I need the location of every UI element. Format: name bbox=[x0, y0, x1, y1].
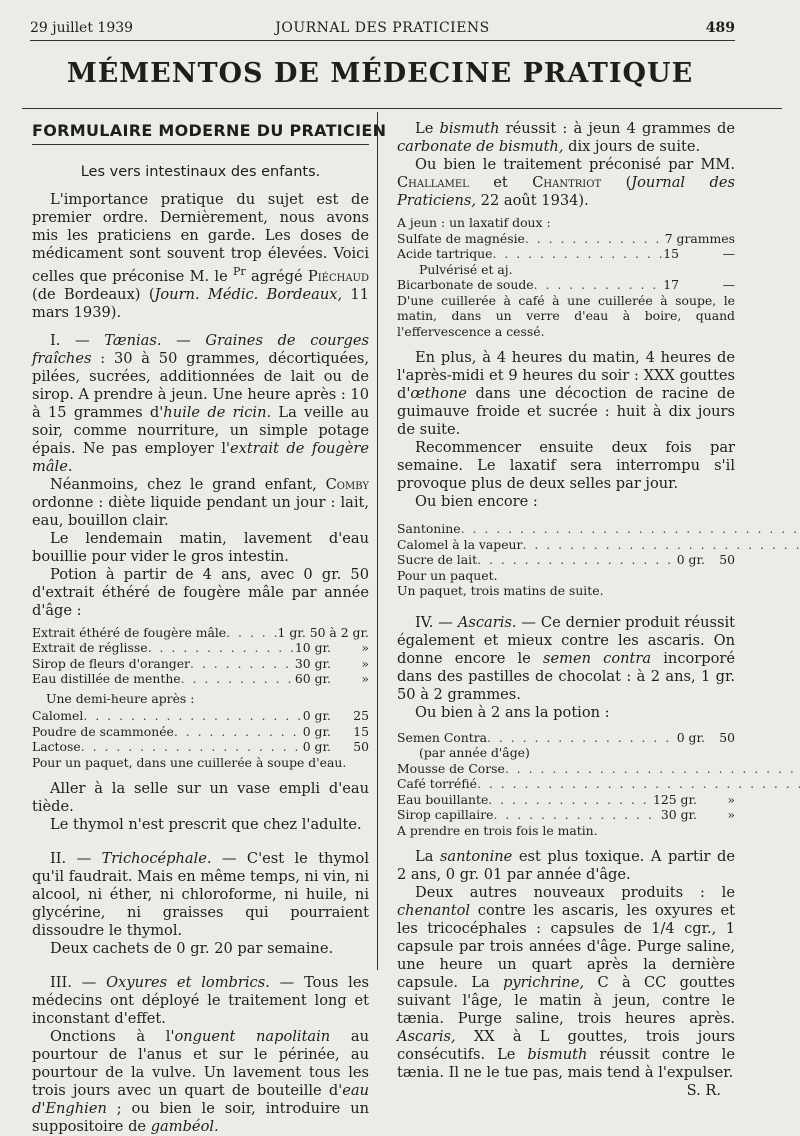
rx-line: Lactose . . . 0 gr. 50 bbox=[32, 739, 369, 755]
taenias-paragraph: I. — Tænias. — Graines de courges fraîches : 30 à 50 grammes, décortiquées, pilées, sucrées, additionnées de lait ou de sirop. A prendre à jeun. Une heure après : 10 à 15 grammes d'huile de ricin. La veille au soir, comme nourriture, un simple potage épais. Ne pas employer l'extrait de fougère mâle. bbox=[32, 331, 370, 475]
rx-line: Semen Contra . . . 0 gr. 50 bbox=[397, 730, 735, 746]
rx-line: Mousse de Corse . . . bbox=[397, 761, 800, 777]
rx-line: Bicarbonate de soude . . . 17 — bbox=[397, 277, 735, 293]
paragraph: Néanmoins, chez le grand enfant, Comby ordonne : diète liquide pendant un jour : lait, eau, bouillon clair. bbox=[32, 475, 369, 529]
paragraph: Le lendemain matin, lavement d'eau bouillie pour vider le gros intestin. bbox=[32, 529, 369, 565]
rx-line: Eau bouillante . . . 125 gr. » bbox=[397, 792, 735, 808]
prescription-laxative bbox=[397, 215, 735, 339]
rx-line: Santonine . . . bbox=[397, 521, 800, 537]
rx-brace-group bbox=[397, 761, 735, 792]
journal-name: JOURNAL DES PRATICIENS bbox=[275, 20, 490, 36]
rx-line: Sirop de fleurs d'oranger . . . 30 gr. » bbox=[32, 656, 369, 672]
trichocephale-paragraph: II. — Trichocéphale. — C'est le thymol qu'il faudrait. Mais en même temps, ni vin, ni alcool, ni éther, ni chloroforme, ni huile, ni glycérine, ni graisses qui pourraient dissoudre le thymol. bbox=[32, 850, 369, 940]
rx-note: Pour un paquet. bbox=[397, 567, 498, 583]
paragraph: Ou bien encore : bbox=[415, 493, 538, 510]
oxyures-paragraph: III. — Oxyures et lombrics. — Tous les médecins ont déployé le traitement long et inconstant d'effet. bbox=[32, 974, 369, 1028]
column-divider bbox=[377, 112, 378, 970]
rx-line: Acide tartrique . . . 15 — bbox=[397, 246, 735, 262]
page-number: 489 bbox=[705, 20, 735, 36]
paragraph: Potion à partir de 4 ans, avec 0 gr. 50 d'extrait éthéré de fougère mâle par année d'âge : bbox=[32, 565, 369, 619]
paragraph: Aller à la selle sur un vase empli d'eau tiède. bbox=[32, 780, 369, 816]
rx-line: Sucre de lait . . . 0 gr. 50 bbox=[397, 552, 735, 568]
rx-instruction: A jeun : un laxatif doux : bbox=[397, 215, 551, 230]
signature: S. R. bbox=[686, 1082, 721, 1099]
paragraph: Recommencer ensuite deux fois par semaine. Le laxatif sera interrompu s'il provoque plus de deux selles par jour. bbox=[397, 439, 735, 492]
ascaris-paragraph: IV. — Ascaris. — Ce dernier produit réussit également et mieux contre les ascaris. On donne encore le semen contra incorporé dans des pastilles de chocolat : à 2 ans, 1 gr. 50 à 2 grammes. bbox=[397, 613, 735, 703]
article-subtitle: Les vers intestinaux des enfants. bbox=[80, 164, 321, 180]
rx-instruction: Une demi-heure après : bbox=[46, 690, 195, 706]
rx-line: Sulfate de magnésie . . . 7 grammes bbox=[397, 231, 735, 247]
paragraph: En plus, à 4 heures du matin, 4 heures de l'après-midi et 9 heures du soir : XXX gouttes d'œthone dans une décoction de racine de guimauve froide et sucrée : huit à dix jours de suite. bbox=[397, 349, 735, 438]
paragraph: Deux cachets de 0 gr. 20 par semaine. bbox=[50, 940, 334, 958]
signature-line bbox=[397, 1082, 735, 1100]
paragraph: Onctions à l'onguent napolitain au pourtour de l'anus et sur le périnée, au pourtour de la vulve. Un lavement tous les trois jours avec un quart de bouteille d'eau d'Enghien ; ou bien le soir, introduire un suppositoire de gambéol. bbox=[32, 1028, 369, 1136]
rx-instruction: (par année d'âge) bbox=[419, 745, 530, 760]
rx-line: Eau distillée de menthe . . . 60 gr. » bbox=[32, 671, 369, 687]
main-title: MÉMENTOS DE MÉDECINE PRATIQUE bbox=[66, 58, 694, 89]
paragraph: Le thymol n'est prescrit que chez l'adulte. bbox=[50, 816, 362, 834]
paragraph: Le bismuth réussit : à jeun 4 grammes de carbonate de bismuth, dix jours de suite. bbox=[397, 120, 735, 155]
rx-line: Calomel à la vapeur . . . bbox=[397, 537, 800, 553]
rx-note: Pour un paquet, dans une cuillerée à soupe d'eau. bbox=[32, 754, 347, 770]
rx-line: Extrait éthéré de fougère mâle . . . 1 gr. 50 à 2 gr. bbox=[32, 625, 369, 641]
paragraph: La santonine est plus toxique. A partir de 2 ans, 0 gr. 01 par année d'âge. bbox=[397, 848, 735, 883]
rx-line: Café torréfié . . . bbox=[397, 776, 800, 792]
rx-note: A prendre en trois fois le matin. bbox=[397, 822, 598, 838]
issue-date: 29 juillet 1939 bbox=[30, 20, 134, 36]
paragraph: Deux autres nouveaux produits : le chenantol contre les ascaris, les oxyures et les tricocéphales : capsules de 1/4 cgr., 1 capsule par trois années d'âge. Purge saline, une heure un quart après la dernière capsule. La pyrichrine, C à CC gouttes suivant l'âge, le matin à jeun, contre le tænia. Purge saline, trois heures après. Ascaris, XX à L gouttes, trois jours consécutifs. Le bismuth réussit contre le tænia. Il ne le tue pas, mais tend à l'expulser. bbox=[397, 884, 736, 1081]
rx-line: Sirop capillaire . . . 30 gr. » bbox=[397, 807, 735, 823]
rx-line: Calomel . . . 0 gr. 25 bbox=[32, 708, 369, 724]
rx-line: Poudre de scammonée . . . 0 gr. 15 bbox=[32, 724, 369, 740]
prescription-semen-contra bbox=[397, 730, 735, 839]
intro-paragraph: L'importance pratique du sujet est de premier ordre. Dernièrement, nous avons mis les praticiens en garde. Les doses de médicament sont souvent trop élevées. Voici celles que préconise M. le $^{Pr}$ agrégé Piéchaud (de Bordeaux) (Journ. Médic. Bordeaux, 11 mars 1939). bbox=[32, 191, 369, 321]
paragraph: Ou bien le traitement préconisé par MM. Challamel et Chantriot (Journal des Praticiens, 22 août 1934). bbox=[397, 156, 736, 209]
rx-line: Extrait de réglisse . . . 10 gr. » bbox=[32, 640, 369, 656]
prescription-potion bbox=[32, 625, 369, 771]
running-header bbox=[30, 16, 735, 41]
rx-note: Un paquet, trois matins de suite. bbox=[397, 583, 604, 598]
paragraph: Ou bien à 2 ans la potion : bbox=[415, 703, 610, 721]
left-column bbox=[32, 120, 387, 1136]
prescription-santonine bbox=[397, 521, 735, 599]
rx-brace-group bbox=[397, 521, 735, 552]
right-column bbox=[397, 120, 735, 1100]
title-rule bbox=[22, 108, 782, 109]
rx-note: D'une cuillerée à café à une cuillerée à soupe, le matin, dans un verre d'eau à boire, quand l'effervescence a cessé. bbox=[397, 292, 735, 339]
section-title: FORMULAIRE MODERNE DU PRATICIEN bbox=[32, 122, 369, 145]
rx-instruction: Pulvérisé et aj. bbox=[419, 261, 513, 277]
